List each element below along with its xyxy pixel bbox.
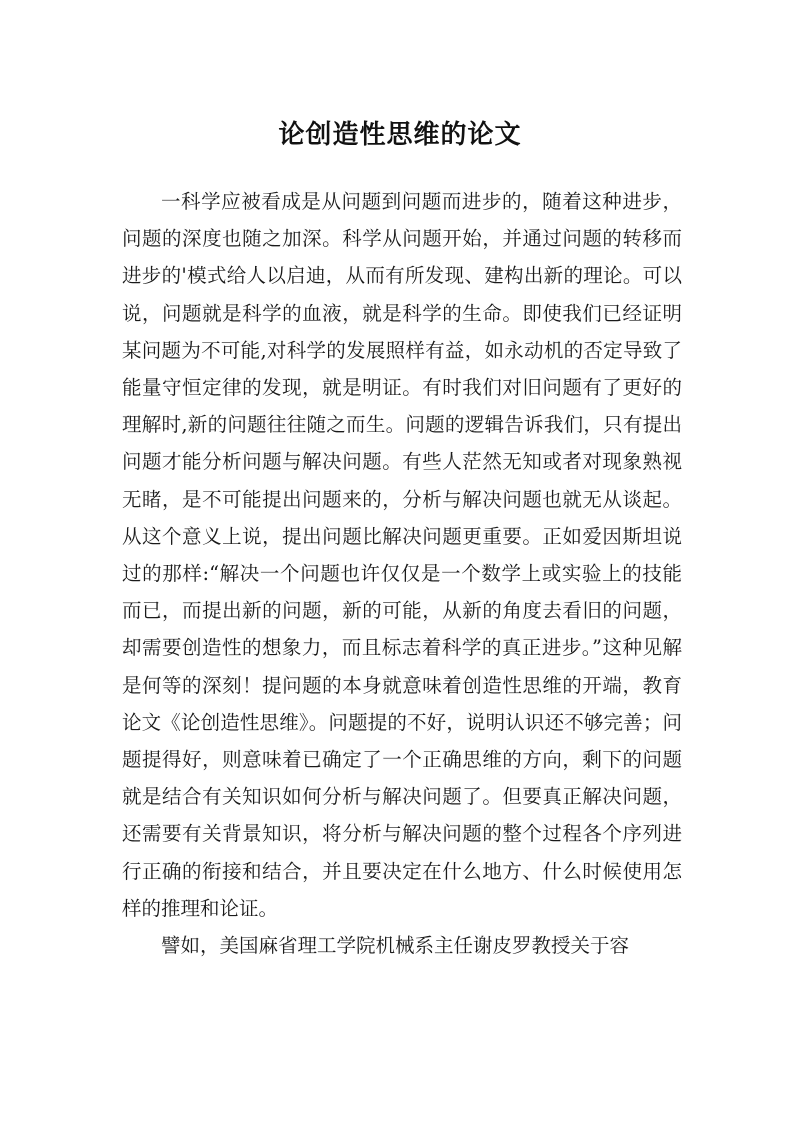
paragraph: 譬如，美国麻省理工学院机械系主任谢皮罗教授关于容: [161, 934, 630, 958]
paragraph: 一科学应被看成是从问题到问题而进步的，随着这种进步，问题的深度也随之加深。科学从问题开始，并通过问题的转移而进步的'模式给人以启迪，从而有所发现、建构出新的理论。可以说，问题就是科学的血液，就是科学的生命。即使我们已经证明某问题为不可能,对科学的发展照样有益，如永动机的否定导致了能量守恒定律的发现，就是明证。有时我们对旧问题有了更好的理解时,新的问题往往随之而生。问题的逻辑告诉我们，只有提出问题才能分析问题与解决问题。有些人茫然无知或者对现象熟视无睹，是不可能提出问题来的，分析与解决问题也就无从谈起。从这个意义上说，提出问题比解决问题更重要。正如爱因斯坦说过的那样:“解决一个问题也许仅仅是一个数学上或实验上的技能而已，而提出新的问题，新的可能，从新的角度去看旧的问题，却需要创造性的想象力，而且标志着科学的真正进步。”这种见解是何等的深刻！提问题的本身就意味着创造性思维的开端，教育论文《论创造性思维》。问题提的不好，说明认识还不够完善；问题提得好，则意味着已确定了一个正确思维的方向，剩下的问题就是结合有关知识如何分析与解决问题了。但要真正解决问题，还需要有关背景知识，将分析与解决问题的整个过程各个序列进行正确的衔接和结合，并且要决定在什么地方、什么时候使用怎样的推理和论证。: [122, 190, 682, 920]
document-body: [122, 183, 682, 964]
document-title: 论创造性思维的论文: [278, 120, 522, 151]
